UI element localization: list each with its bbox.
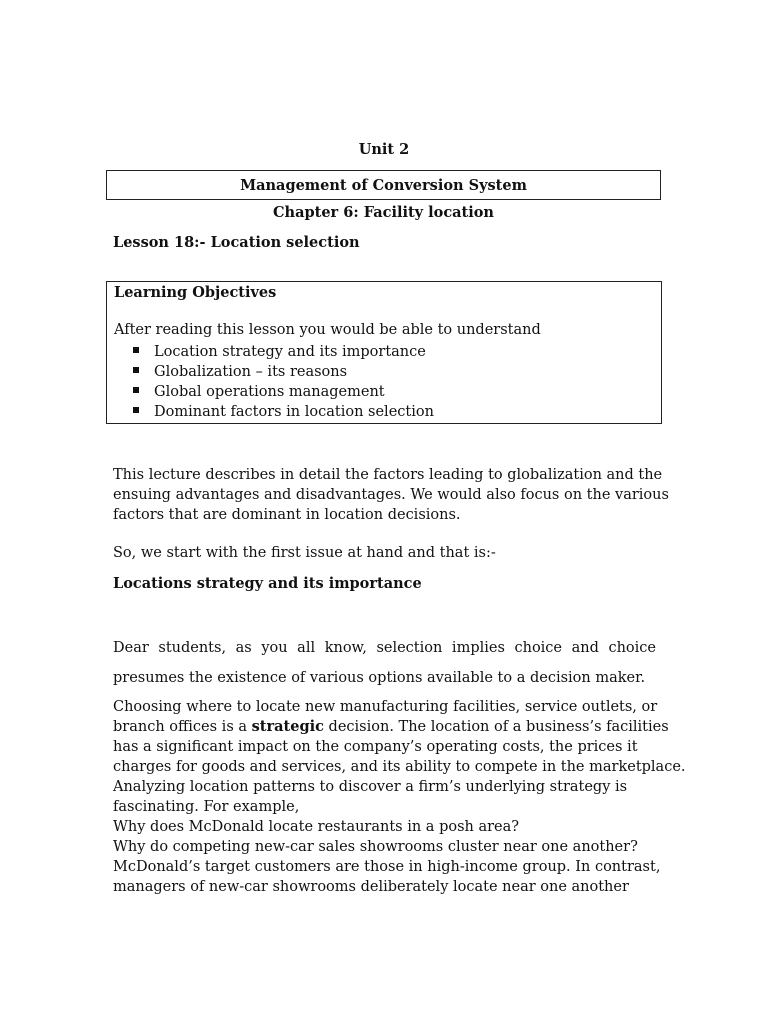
paragraph-line: charges for goods and services, and its ability to compete in the marketplace. [113,759,686,775]
list-item-text: Location strategy and its importance [154,344,426,360]
square-bullet-icon [133,367,139,373]
learning-objectives-title: Learning Objectives [114,284,277,301]
title-box [106,170,661,200]
square-bullet-icon [133,347,139,353]
list-item [133,342,434,362]
paragraph-line: fascinating. For example, [113,799,300,815]
square-bullet-icon [133,407,139,413]
list-item-text: Globalization – its reasons [154,364,348,380]
paragraph-line: factors that are dominant in location decisions. [113,507,461,523]
paragraph-line [113,717,673,737]
list-item [133,362,434,382]
paragraph-line: has a significant impact on the company’s operating costs, the prices it [113,739,638,755]
section-heading: Locations strategy and its importance [113,575,422,592]
text-run: branch offices is a [113,719,252,735]
paragraph-line: McDonald’s target customers are those in high-income group. In contrast, [113,859,661,875]
unit-heading: Unit 2 [358,141,410,158]
paragraph-line: This lecture describes in detail the factors leading to globalization and the [113,467,663,483]
square-bullet-icon [133,387,139,393]
learning-objectives-intro: After reading this lesson you would be able to understand [114,322,541,338]
choosing-location-paragraph [113,697,686,897]
list-item [133,402,434,422]
list-item-text: Global operations management [154,384,385,400]
paragraph-line: Choosing where to locate new manufacturing facilities, service outlets, or [113,699,658,715]
learning-objectives-box [106,281,662,424]
paragraph-line: Analyzing location patterns to discover a firm’s underlying strategy is [113,779,628,795]
title-box-text: Management of Conversion System [240,176,527,194]
chapter-heading: Chapter 6: Facility location [273,204,494,221]
paragraph-line: Why does McDonald locate restaurants in a posh area? [113,819,520,835]
paragraph-line: Why do competing new-car sales showrooms cluster near one another? [113,839,638,855]
learning-objectives-list [133,342,434,422]
text-run: decision. The location of a business’s facilities [323,719,669,735]
paragraph-line: managers of new-car showrooms deliberately locate near one another [113,879,629,895]
lesson-heading: Lesson 18:- Location selection [113,234,360,251]
paragraph-line: ensuing advantages and disadvantages. We would also focus on the various [113,487,669,503]
list-item-text: Dominant factors in location selection [154,404,434,420]
strategic-emphasis: strategic [251,718,324,735]
dear-students-paragraph: Dear students, as you all know, selection implies choice and choice presumes the existence of various options available to a decision maker. [113,640,656,686]
list-item [133,382,434,402]
intro-paragraph [113,465,673,525]
start-line: So, we start with the first issue at hand and that is:- [113,545,496,561]
